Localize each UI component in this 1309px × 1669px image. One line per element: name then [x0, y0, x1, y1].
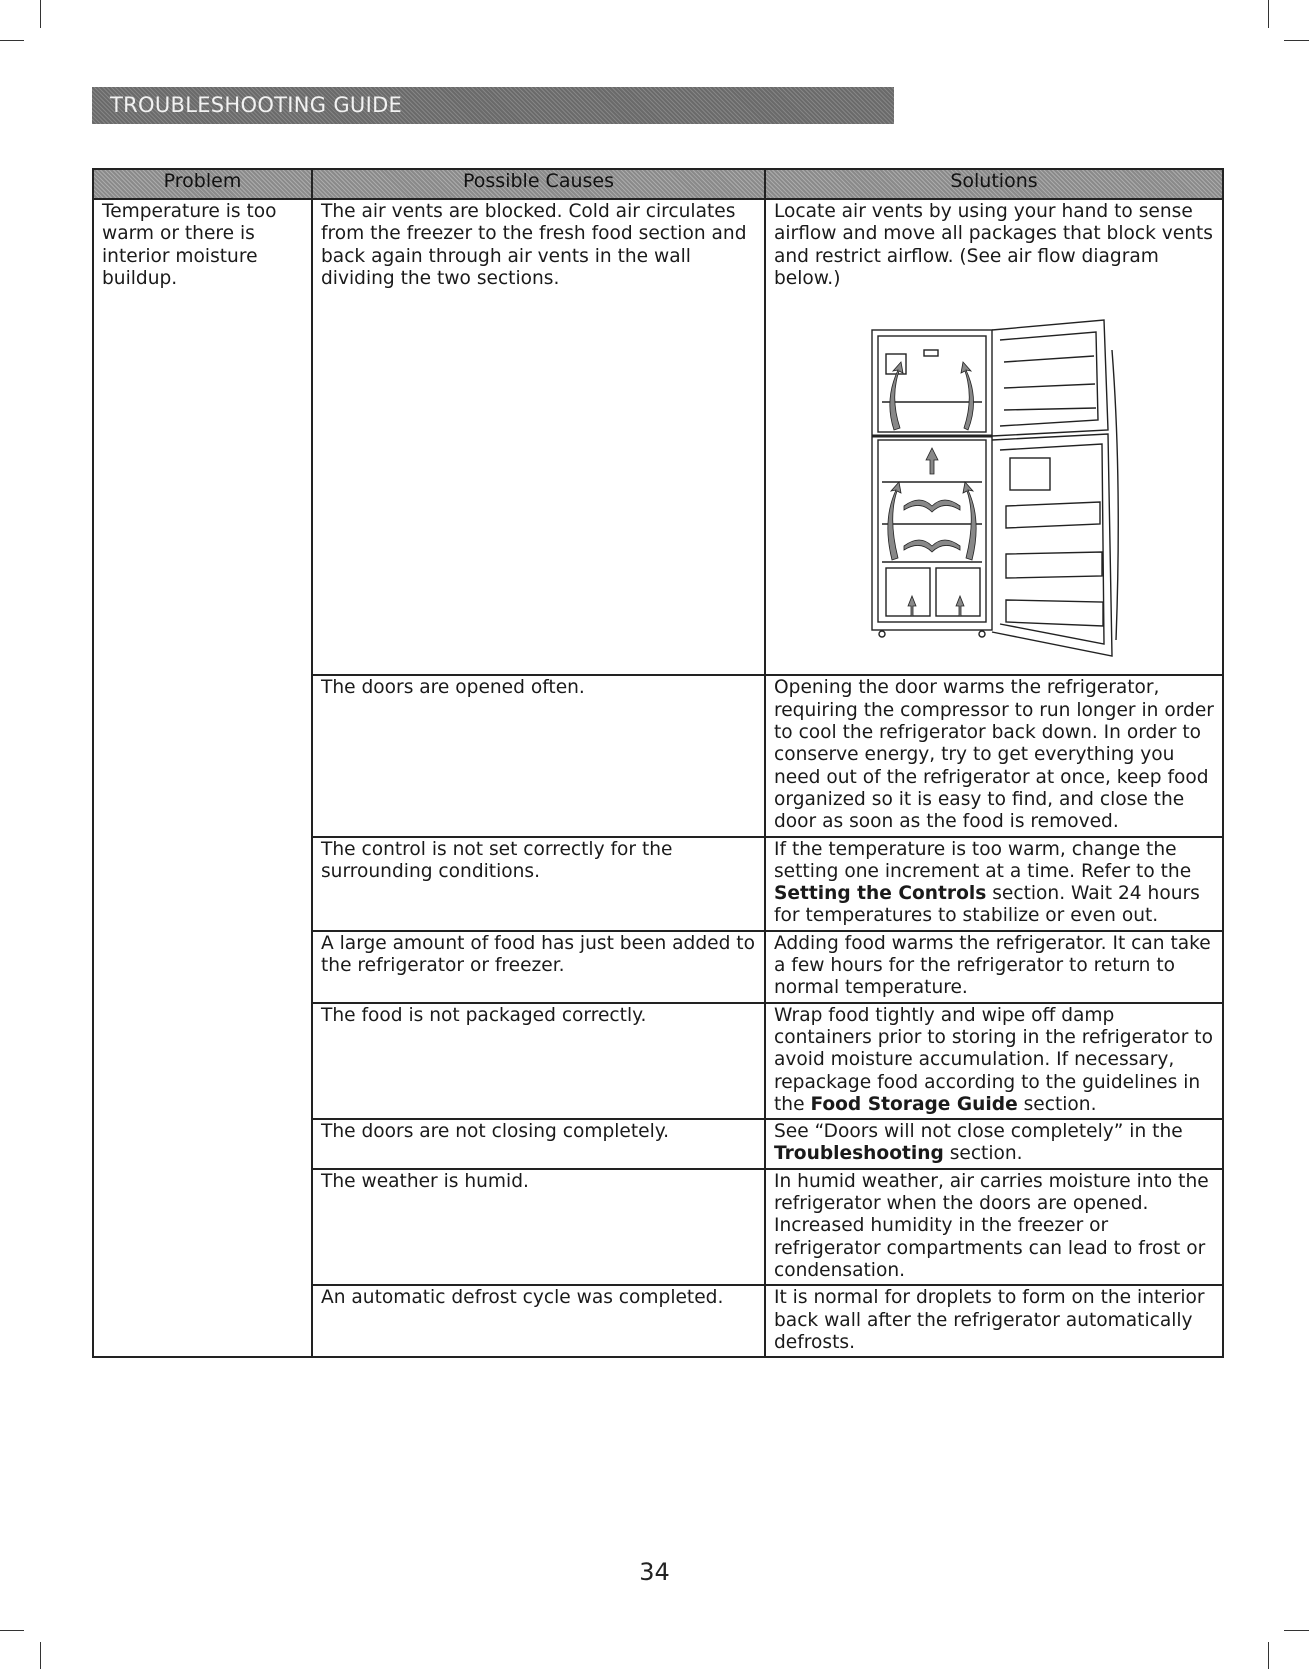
solution-cell: In humid weather, air carries moisture into the refrigerator when the doors are opened. Increased humidity in the freezer or refrigerator compartments can lead to frost or condensation. — [765, 1169, 1223, 1285]
crop-mark — [1284, 40, 1309, 41]
page-number: 34 — [639, 1558, 670, 1586]
cause-cell: The air vents are blocked. Cold air circulates from the freezer to the fresh food section and back again through air vents in the wall dividing the two sections. — [312, 199, 765, 675]
solution-cell: It is normal for droplets to form on the interior back wall after the refrigerator automatically defrosts. — [765, 1285, 1223, 1357]
cause-cell: The doors are not closing completely. — [312, 1119, 765, 1169]
solution-text: section. — [943, 1143, 1023, 1165]
section-reference: Food Storage Guide — [810, 1093, 1018, 1115]
solution-text: See “Doors will not close completely” in the — [774, 1121, 1183, 1143]
problem-cell: Temperature is too warm or there is interior moisture buildup. — [93, 199, 312, 1357]
column-header-problem: Problem — [93, 169, 312, 199]
airflow-diagram — [774, 310, 1214, 666]
crop-mark — [40, 0, 41, 28]
solution-cell: Opening the door warms the refrigerator, requiring the compressor to run longer in order to cool the refrigerator back down. In order to conserve energy, try to get everything you need out of the refrigerator at once, keep food organized so it is easy to find, and close the door as soon as the food is removed. — [765, 675, 1223, 836]
section-title: TROUBLESHOOTING GUIDE — [110, 93, 403, 117]
cause-cell: A large amount of food has just been added to the refrigerator or freezer. — [312, 931, 765, 1003]
solution-text: Wrap food tightly and wipe off damp containers prior to storing in the refrigerator to avoid moisture accumulation. If necessary, repackage food according to the guidelines in the — [774, 1004, 1213, 1115]
cause-cell: An automatic defrost cycle was completed. — [312, 1285, 765, 1357]
crop-mark — [0, 40, 24, 41]
section-reference: Setting the Controls — [774, 883, 987, 905]
solution-text: If the temperature is too warm, change the setting one increment at a time. Refer to the — [774, 838, 1192, 882]
cause-cell: The weather is humid. — [312, 1169, 765, 1285]
crop-mark — [0, 1630, 24, 1631]
crop-mark — [1268, 0, 1269, 28]
cause-cell: The control is not set correctly for the surrounding conditions. — [312, 837, 765, 931]
solution-cell — [765, 199, 1223, 675]
troubleshooting-table — [92, 168, 1224, 1358]
solution-text: section. — [1017, 1093, 1097, 1115]
solution-text: Locate air vents by using your hand to sense airflow and move all packages that block vents and restrict airflow. (See air flow diagram below.) — [774, 201, 1213, 289]
table-header-row — [93, 169, 1223, 199]
column-header-causes: Possible Causes — [312, 169, 765, 199]
column-header-solutions: Solutions — [765, 169, 1223, 199]
solution-text: section. Wait 24 hours for temperatures to stabilize or even out. — [774, 883, 1200, 927]
table-row — [93, 199, 1223, 675]
solution-cell — [765, 1119, 1223, 1169]
section-reference: Troubleshooting — [774, 1143, 944, 1165]
solution-cell — [765, 1003, 1223, 1119]
section-banner — [92, 87, 894, 124]
crop-mark — [1284, 1630, 1309, 1631]
crop-mark — [40, 1642, 41, 1669]
cause-cell: The doors are opened often. — [312, 675, 765, 836]
solution-cell: Adding food warms the refrigerator. It can take a few hours for the refrigerator to return to normal temperature. — [765, 931, 1223, 1003]
solution-cell — [765, 837, 1223, 931]
refrigerator-airflow-illustration — [864, 310, 1124, 660]
crop-mark — [1268, 1642, 1269, 1669]
cause-cell: The food is not packaged correctly. — [312, 1003, 765, 1119]
